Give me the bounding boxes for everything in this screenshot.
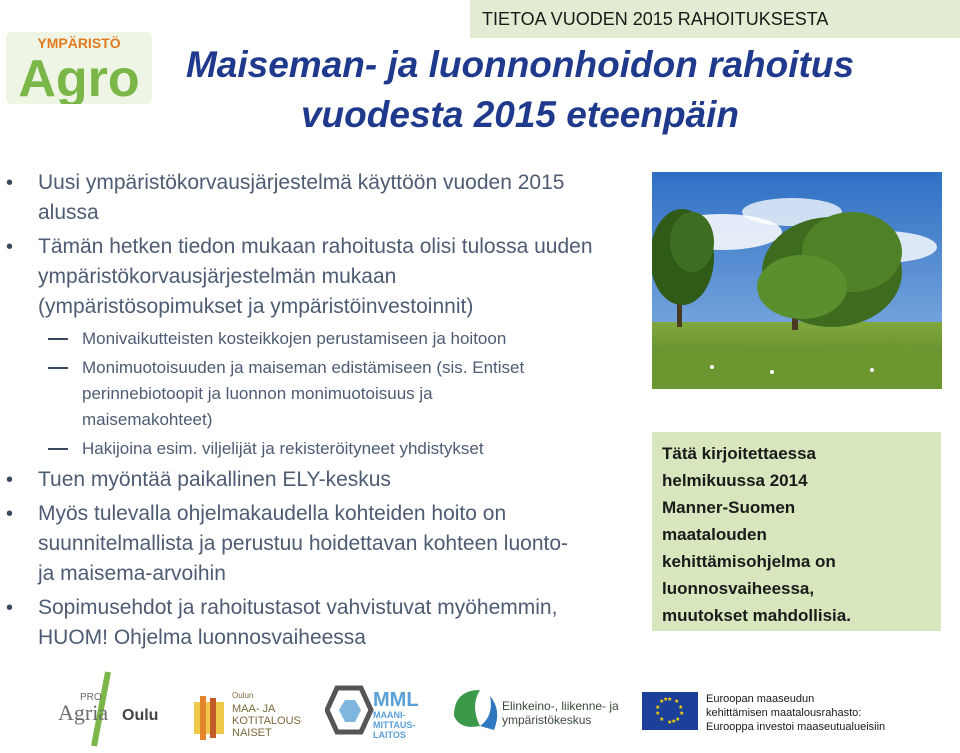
proagria-place: Oulu (122, 707, 159, 724)
proagria-pro: PRO (80, 692, 102, 703)
bullet-dot-icon: • (6, 172, 14, 194)
svg-text:★: ★ (659, 716, 665, 723)
svg-text:★: ★ (655, 704, 661, 711)
bullet-dot-icon: • (6, 503, 14, 525)
svg-text:MITTAUS-: MITTAUS- (373, 720, 416, 730)
sub-bullet-item: Monimuotoisuuden ja maiseman edistämiseen (sis. Entiset perinnebiotoopit ja luonnon monimuotoisuus ja maisemakohteet) (0, 355, 650, 433)
header-tag: TIETOA VUODEN 2015 RAHOITUKSESTA (470, 0, 960, 38)
ely-keskus-logo (450, 686, 625, 746)
bullet-item: • Uusi ympäristökorvausjärjestelmä käyttöön vuoden 2015 alussa (0, 168, 650, 228)
bullet-item: • Sopimusehdot ja rahoitustasot vahvistuvat myöhemmin, HUOM! Ohjelma luonnosvaiheessa (0, 593, 650, 653)
svg-text:★: ★ (678, 704, 684, 711)
agro-logo-word: Agro (18, 50, 140, 104)
svg-text:kehittämisen maatalousrahasto:: kehittämisen maatalousrahasto: (706, 707, 862, 719)
svg-text:★: ★ (674, 698, 680, 705)
svg-text:MAANI-: MAANI- (373, 710, 406, 720)
title-line-1: Maiseman- ja luonnonhoidon rahoitus (185, 44, 855, 85)
mml-logo (325, 682, 435, 748)
bullet-dot-icon: • (6, 469, 14, 491)
footer-logos (0, 668, 960, 749)
title-line-2: vuodesta 2015 eteenpäin (300, 94, 740, 135)
bullet-dot-icon: • (6, 597, 14, 619)
svg-text:Elinkeino-, liikenne- ja: Elinkeino-, liikenne- ja (502, 699, 619, 713)
svg-text:MML: MML (373, 689, 419, 711)
svg-text:Eurooppa investoi maaseutualue: Eurooppa investoi maaseutualueisiin (706, 721, 886, 733)
bullet-item: • Tämän hetken tiedon mukaan rahoitusta olisi tulossa uuden ympäristökorvausjärjestelmän mukaan (ympäristösopimukset ja ympäristöinvestoinnit) (0, 232, 650, 322)
svg-text:★: ★ (667, 696, 673, 703)
svg-text:★: ★ (659, 698, 665, 705)
svg-text:ympäristökeskus: ympäristökeskus (502, 713, 592, 727)
dash-icon (48, 367, 68, 369)
svg-text:Euroopan maaseudun: Euroopan maaseudun (706, 693, 815, 705)
maa-ja-kotitalousnaiset-logo (192, 688, 302, 748)
ymparisto-agro-logo (6, 32, 152, 104)
proagria-word: Agria (58, 700, 109, 725)
bullet-dot-icon: • (6, 236, 14, 258)
dash-icon (48, 338, 68, 340)
svg-text:NAISET: NAISET (232, 727, 272, 739)
landscape-photo (652, 172, 942, 389)
bullet-list (0, 168, 650, 657)
bullet-item: • Tuen myöntää paikallinen ELY-keskus (0, 465, 650, 495)
proagria-logo (40, 668, 160, 748)
agro-logo-top: YMPÄRISTÖ (37, 35, 121, 51)
svg-text:★: ★ (655, 710, 661, 717)
dash-icon (48, 448, 68, 450)
svg-text:★: ★ (663, 696, 669, 703)
note-box: Tätä kirjoitettaessa helmikuussa 2014 Manner-Suomen maatalouden kehittämisohjelma on luonnosvaiheessa, muutokset mahdollisia. (652, 432, 941, 631)
svg-text:★: ★ (679, 710, 685, 717)
svg-text:MAA- JA: MAA- JA (232, 703, 276, 715)
bullet-item: • Myös tulevalla ohjelmakaudella kohteiden hoito on suunnitelmallista ja perustuu hoidettavan kohteen luonto- ja maisema-arvoihin (0, 499, 650, 589)
svg-text:LAITOS: LAITOS (373, 730, 406, 740)
svg-text:★: ★ (671, 718, 677, 725)
page-title (150, 40, 890, 140)
svg-text:★: ★ (667, 719, 673, 726)
svg-text:KOTITALOUS-: KOTITALOUS- (232, 715, 302, 727)
sub-bullet-item: Monivaikutteisten kosteikkojen perustamiseen ja hoitoon (0, 326, 650, 352)
eu-maaseuturahasto-logo (642, 688, 954, 746)
sub-bullet-item: Hakijoina esim. viljelijät ja rekisteröityneet yhdistykset (0, 436, 650, 462)
svg-text:Oulun: Oulun (232, 691, 254, 700)
svg-text:★: ★ (675, 716, 681, 723)
